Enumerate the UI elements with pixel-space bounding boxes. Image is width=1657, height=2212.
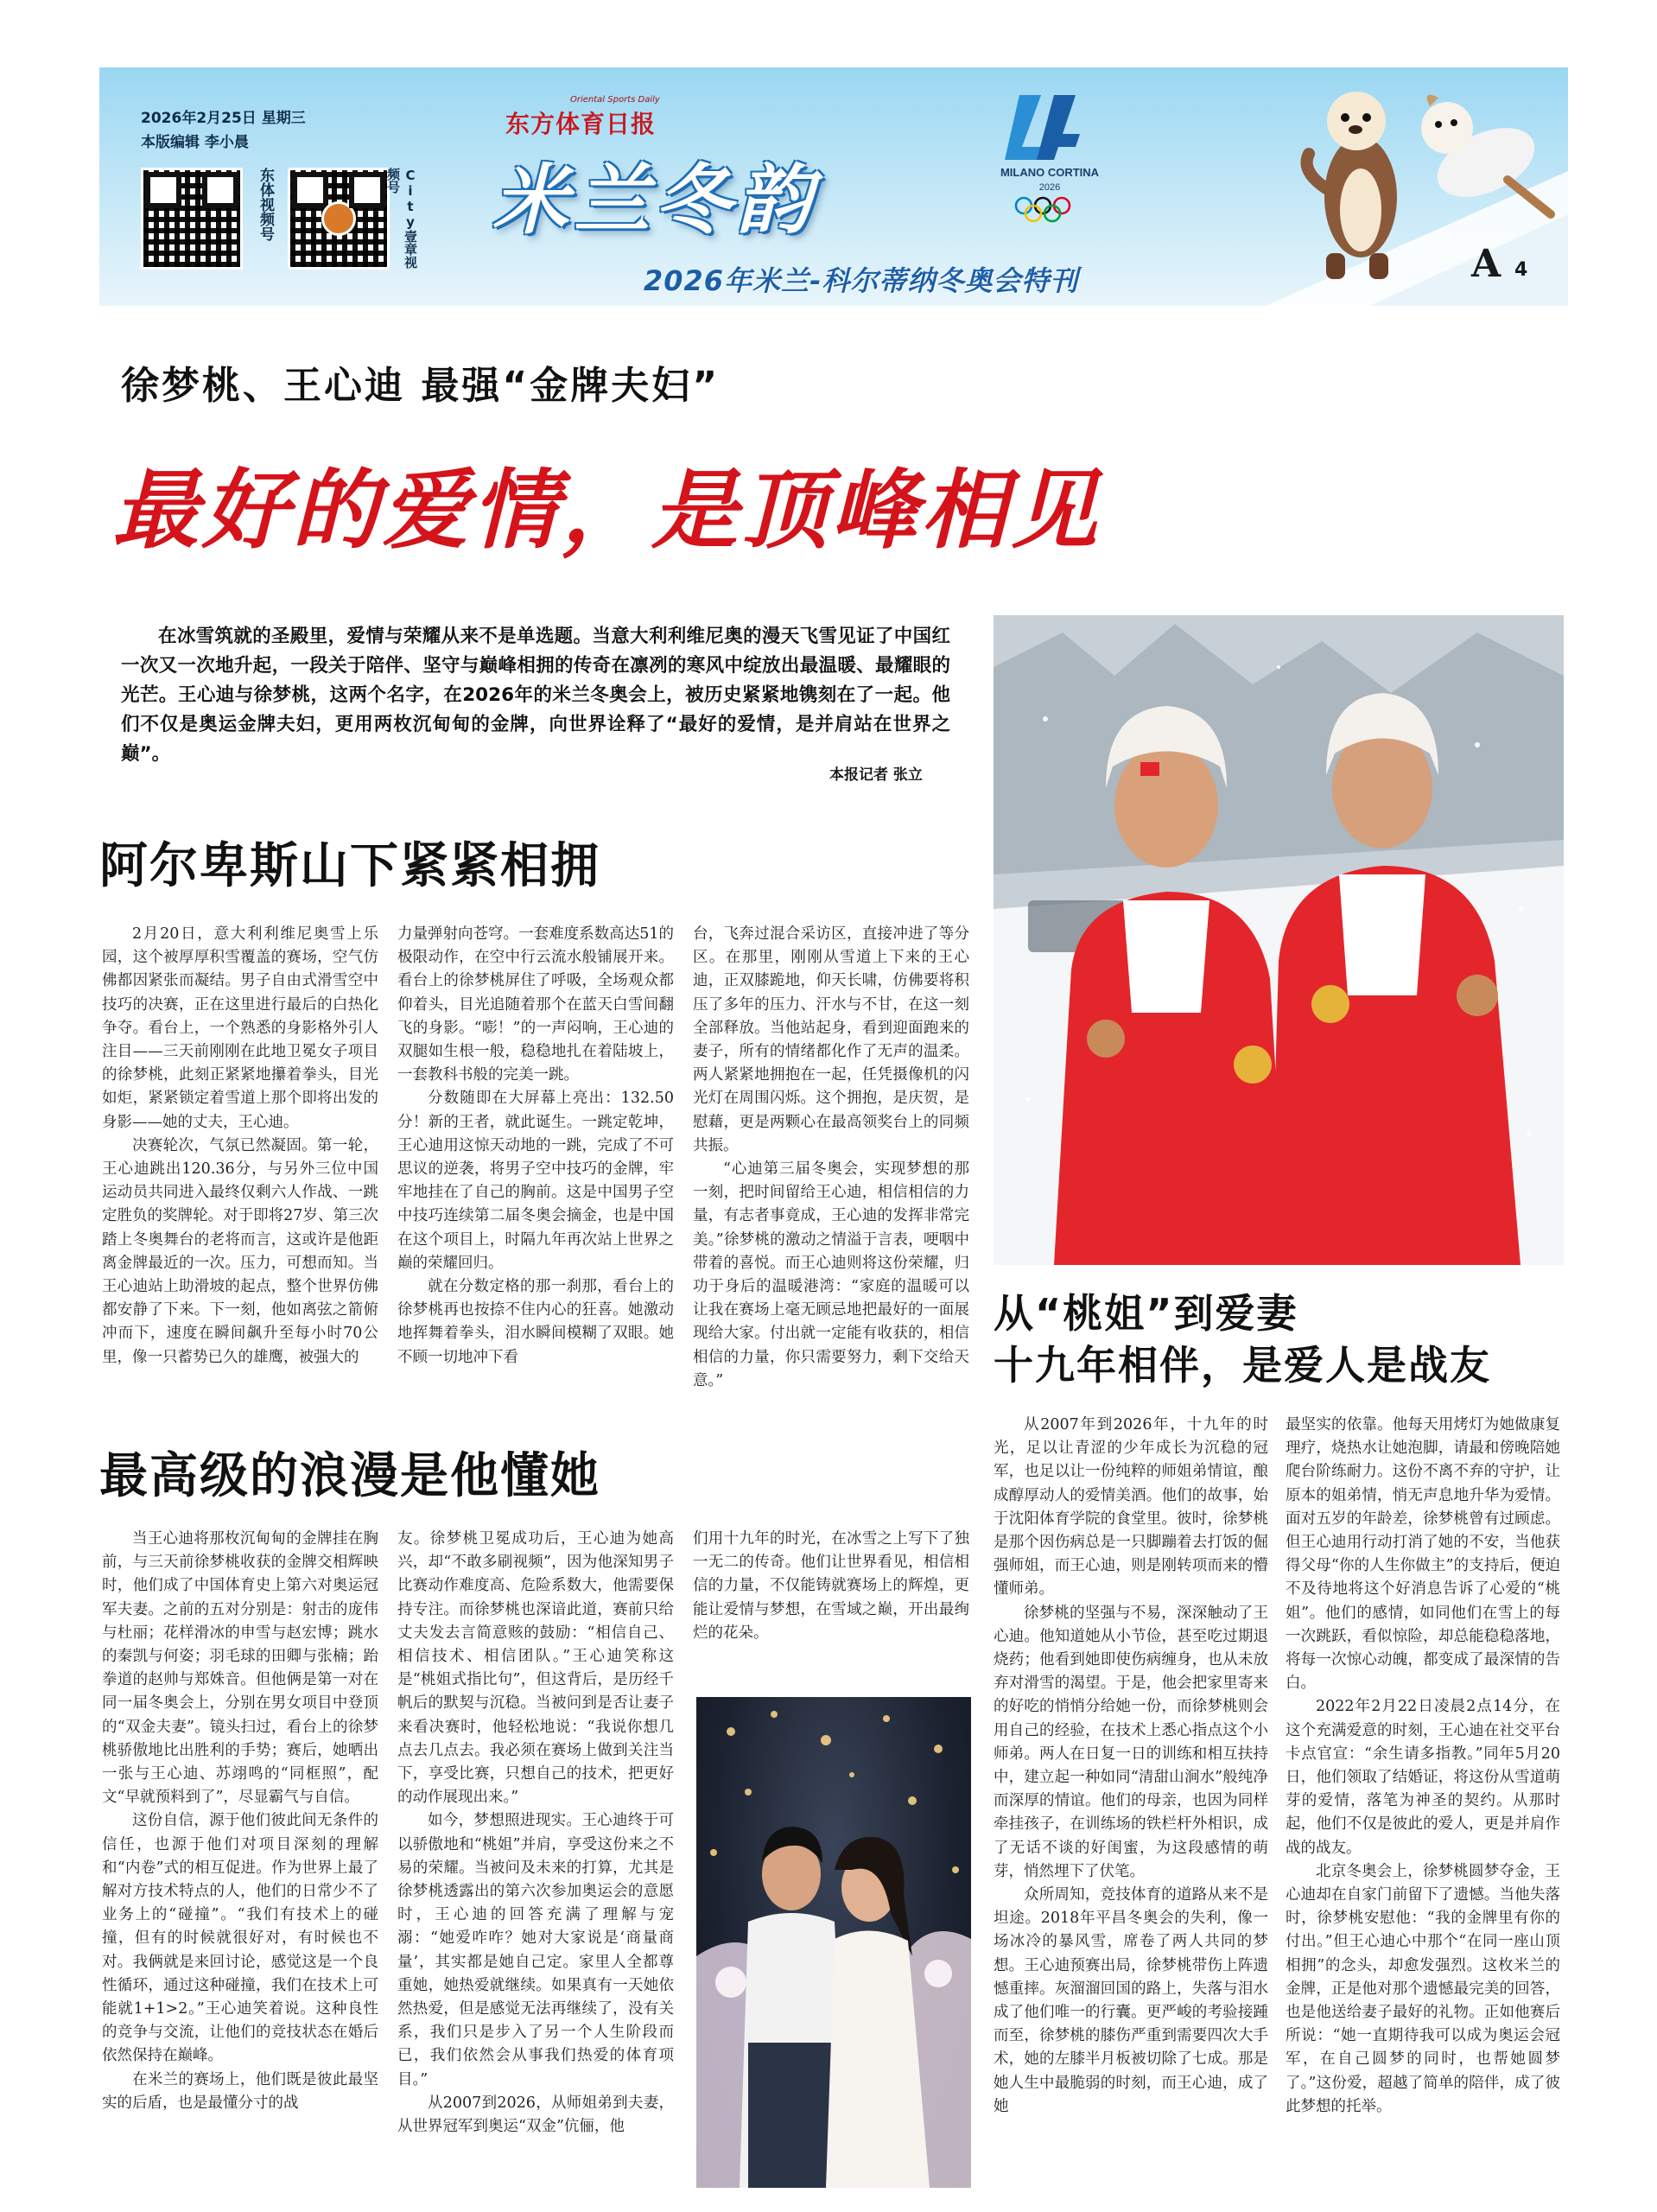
paragraph: 就在分数定格的那一刹那，看台上的徐梦桃再也按捺不住内心的狂喜。她激动地挥舞着拳头，泪水瞬间模糊了双眼。她不顾一切地冲下看	[397, 1278, 674, 1366]
page-editor: 本版编辑 李小晨	[141, 134, 249, 151]
paragraph: 北京冬奥会上，徐梦桃圆梦夺金，王心迪却在自家门前留下了遗憾。当他失落时，徐梦桃安慰他：“我的金牌里有你的付出。”但王心迪心中那个“在同一座山顶相拥”的念头，却愈发强烈。这枚米兰的金牌，正是他对那个遗憾最完美的回答，也是他送给妻子最好的礼物。正如他赛后所说：“她一直期待我可以成为奥运会冠军，在自己圆梦的同时，也帮她圆梦了。”这份爱，超越了简单的陪伴，成了彼此梦想的托举。	[1286, 1862, 1560, 2115]
paragraph: 2月20日，意大利利维尼奥雪上乐园，这个被厚厚积雪覆盖的赛场，空气仿佛都因紧张而凝结。男子自由式滑雪空中技巧的决赛，正在这里进行最后的白热化争夺。看台上，一个熟悉的身影格外引人注目——三天前刚刚在此地卫冕女子项目的徐梦桃，此刻正紧紧地攥着拳头，目光如炬，紧紧锁定着雪道上那个即将出发的身影——她的丈夫，王心迪。	[102, 925, 378, 1131]
section-heading-companionship	[994, 1287, 1546, 1391]
section2-column-1	[102, 1528, 378, 2184]
section3-column-2	[1286, 1414, 1560, 2184]
paragraph: 们用十九年的时光，在冰雪之上写下了独一无二的传奇。他们让世界看见，相信相信的力量，不仅能铸就赛场上的辉煌，更能让爱情与梦想，在雪域之巅，开出最绚烂的花朵。	[693, 1530, 969, 1642]
page-letter: A	[1471, 242, 1501, 286]
qr-code-video-channel[interactable]	[141, 168, 243, 270]
olympic-year: 2026	[1038, 182, 1061, 193]
paragraph: 决赛轮次，气氛已然凝固。第一轮，王心迪跳出120.36分，与另外三位中国运动员共同进入最终仅剩六人作战、一跳定胜负的奖牌轮。对于即将27岁、第三次踏上冬奥舞台的老将而言，这或许是他距离金牌最近的一次。压力，可想而知。当王心迪站上助滑坡的起点，整个世界仿佛都安静了下来。下一刻，他如离弦之箭俯冲而下，速度在瞬间飙升至每小时70公里，像一只蓄势已久的雄鹰，被强大的	[102, 1136, 378, 1366]
main-headline: 最好的爱情，是顶峰相见	[112, 460, 1101, 561]
paragraph: 这份自信，源于他们彼此间无条件的信任，也源于他们对项目深刻的理解和“内卷”式的相互促进。作为世界上最了解对方技术特点的人，他们的日常少不了业务上的“碰撞”。“我们有技术上的碰撞，但有的时候就很好对，有时候也不对。我俩就是来回讨论，感觉这是一个良性循环，通过这种碰撞，我们在技术上可能就1+1>2。”王心迪笑着说。这种良性的竞争与交流，让他们的竞技状态在婚后依然保持在巅峰。	[102, 1812, 378, 2065]
paragraph: 2022年2月22日凌晨2点14分，在这个充满爱意的时刻，王心迪在社交平台卡点官宣：“余生请多指教。”同年5月20日，他们领取了结婚证，将这份从雪道萌芽的爱情，落笔为神圣的契约。从那时起，他们不仅是彼此的爱人，更是并肩作战的战友。	[1286, 1698, 1560, 1857]
paragraph: 友。徐梦桃卫冕成功后，王心迪为她高兴，却“不敢多刷视频”，因为他深知男子比赛动作难度高、危险系数大，他需要保持专注。而徐梦桃也深谙此道，赛前只给丈夫发去言简意赅的鼓励：“相信自己、相信技术、相信团队。”王心迪笑称这是“桃姐式指比句”，但这背后，是历经千帆后的默契与沉稳。当被问到是否让妻子来看决赛时，他轻松地说：“我说你想几点去几点去。我必须在赛场上做到关注当下，享受比赛，只想自己的技术，把更好的动作展现出来。”	[397, 1530, 674, 1807]
olympic-logo-text: MILANO CORTINA	[1000, 166, 1100, 179]
section-heading-romance: 最高级的浪漫是他懂她	[99, 1448, 600, 1504]
paragraph: 台，飞奔过混合采访区，直接冲进了等分区。在那里，刚刚从雪道上下来的王心迪，正双膝跪地，仰天长啸，仿佛要将积压了多年的压力、汗水与不甘，在这一刻全部释放。当他站起身，看到迎面跑来的妻子，所有的情绪都化作了无声的温柔。两人紧紧地拥抱在一起，任凭摄像机的闪光灯在周围闪烁。这个拥抱，是庆贺，是慰藉，更是两颗心在最高领奖台上的同频共振。	[693, 925, 969, 1154]
proposal-couple-photo	[696, 1697, 971, 2188]
paragraph: 在米兰的赛场上，他们既是彼此最坚实的后盾，也是最懂分寸的战	[102, 2070, 378, 2112]
paragraph: 最坚实的依靠。他每天用烤灯为她做康复理疗，烧热水让她泡脚，请最和傍晚陪她爬台阶练耐力。这份不离不弃的守护，让原本的姐弟情，悄无声息地升华为爱情。面对五岁的年龄差，徐梦桃曾有过顾虑。但王心迪用行动打消了她的不安，当他获得父母“你的人生你做主”的支持后，便迫不及待地将这个好消息告诉了心爱的“桃姐”。他们的感情，如同他们在雪上的每一次跳跃，看似惊险，却总能稳稳落地，将每一次惊心动魄，都变成了最深情的告白。	[1286, 1416, 1560, 1693]
paragraph: 分数随即在大屏幕上亮出：132.50分！新的王者，就此诞生。一跳定乾坤，王心迪用这惊天动地的一跳，完成了不可思议的逆袭，将男子空中技巧的金牌，牢牢地挂在了自己的胸前。这是中国男子空中技巧连续第二届冬奥会摘金，也是中国在这个项目上，时隔九年再次站上世界之巅的荣耀回归。	[397, 1090, 674, 1272]
section1-column-3	[693, 923, 969, 1407]
qr-label-city-channel: City壹章视频号	[385, 168, 418, 269]
paragraph: 从2007年到2026年，十九年的时光，足以让青涩的少年成长为沉稳的冠军，也足以让一份纯粹的师姐弟情谊，酿成醇厚动人的爱情美酒。他们的故事，始于沈阳体育学院的食堂里。彼时，徐梦桃是那个因伤病总是一只脚蹦着去打饭的倔强师姐，而王心迪，则是刚转项而来的懵懂师弟。	[994, 1416, 1268, 1599]
lead-paragraph: 在冰雪筑就的圣殿里，爱情与荣耀从来不是单选题。当意大利利维尼奥的漫天飞雪见证了中国红一次又一次地升起，一段关于陪伴、坚守与巅峰相拥的传奇在凛冽的寒风中绽放出最温暖、最耀眼的光芒。王心迪与徐梦桃，这两个名字，在2026年的米兰冬奥会上，被历史紧紧地镌刻在了一起。他们不仅是奥运金牌夫妇，更用两枚沉甸甸的金牌，向世界诠释了“最好的爱情，是并肩站在世界之巅”。	[121, 626, 950, 765]
section3-heading-text: 从“桃姐”到爱妻 十九年相伴，是爱人是战友	[994, 1290, 1491, 1389]
headline-kicker: 徐梦桃、王心迪 最强“金牌夫妇”	[121, 364, 721, 408]
qr-code-city-channel[interactable]	[288, 168, 390, 270]
brand-english-name: Oriental Sports Daily	[570, 95, 660, 105]
section3-column-1	[994, 1414, 1268, 2184]
paragraph: 众所周知，竞技体育的道路从来不是坦途。2018年平昌冬奥会的失利，像一场冰冷的暴风雪，席卷了两人共同的梦想。王心迪预赛出局，徐梦桃带伤上阵遗憾重摔。灰溜溜回国的路上，失落与泪水成了他们唯一的行囊。更严峻的考验接踵而至，徐梦桃的膝伤严重到需要四次大手术，她的左膝半月板被切除了七成。那是她人生中最脆弱的时刻，而王心迪，成了她	[994, 1886, 1268, 2115]
paragraph: 从2007到2026，从师姐弟到夫妻，从世界冠军到奥运“双金”伉俪，他	[397, 2094, 674, 2136]
qr-label-video-channel: 东体视频号	[257, 168, 274, 241]
paragraph: 如今，梦想照进现实。王心迪终于可以骄傲地和“桃姐”并肩，享受这份来之不易的荣耀。当被问及未来的打算，尤其是徐梦桃透露出的第六次参加奥运会的意愿时，王心迪的回答充满了理解与宠溺：“她爱咋咋？她对大家说是‘商量商量’，其实都是她自己定。家里人全都尊重她，她热爱就继续。如果真有一天她依然热爱，但是感觉无法再继续了，没有关系，我们只是步入了另一个人生阶段而已，我们依然会从事我们热爱的体育项目。”	[397, 1812, 674, 2088]
paragraph: “心迪第三届冬奥会，实现梦想的那一刻，把时间留给王心迪，相信相信的力量，有志者事竟成，王心迪的发挥非常完美。”徐梦桃的激动之情溢于言表，哽咽中带着的喜悦。而王心迪则将这份荣耀，归功于身后的温暖港湾：“家庭的温暖可以让我在赛场上毫无顾忌地把最好的一面展现给大家。付出就一定能有收获的，相信相信的力量，你只需要努力，剩下交给天意。”	[693, 1160, 969, 1389]
olympic-emblem-icon	[989, 86, 1110, 225]
page-number: 4	[1514, 259, 1528, 281]
masthead-banner	[99, 67, 1568, 306]
paragraph: 当王心迪将那枚沉甸甸的金牌挂在胸前，与三天前徐梦桃收获的金牌交相辉映时，他们成了中国体育史上第六对奥运冠军夫妻。之前的五对分别是：射击的庞伟与杜丽；花样滑冰的申雪与赵宏博；跳水的秦凯与何姿；羽毛球的田卿与张楠；跆拳道的赵帅与郑姝音。但他俩是第一对在同一届冬奥会上，分别在男女项目中登顶的“双金夫妻”。镜头扫过，看台上的徐梦桃骄傲地比出胜利的手势；赛后，她晒出一张与王心迪、苏翊鸣的“同框照”，配文“早就预料到了”，尽显霸气与自信。	[102, 1530, 378, 1807]
special-section-title: 米兰冬韵	[492, 156, 818, 245]
paragraph: 力量弹射向苍穹。一套难度系数高达51的极限动作，在空中行云流水般铺展开来。看台上的徐梦桃屏住了呼吸，全场观众都仰着头，目光追随着那个在蓝天白雪间翻飞的身影。“嘭！”的一声闷响，王心迪的双腿如生根一般，稳稳地扎在着陆坡上，一套教科书般的完美一跳。	[397, 925, 674, 1084]
section-heading-alps: 阿尔卑斯山下紧紧相拥	[99, 838, 600, 894]
issue-date: 2026年2月25日 星期三	[141, 110, 306, 127]
section1-column-2	[397, 923, 674, 1407]
paragraph: 徐梦桃的坚强与不易，深深触动了王心迪。他知道她从小节俭，甚至吃过期退烧药；他看到她即使伤病缠身，也从未放弃对滑雪的渴望。于是，他会把家里寄来的好吃的悄悄分给她一份，而徐梦桃则会用自己的经验，在技术上悉心指点这个小师弟。两人在日复一日的训练和相互扶持中，建立起一种如同“清甜山涧水”般纯净而深厚的情谊。他们的母亲，也因为同样牵挂孩子，在训练场的铁栏杆外相识，成了无话不谈的好闺蜜，为这段感情的萌芽，悄然埋下了伏笔。	[994, 1604, 1268, 1880]
byline: 本报记者 张立	[829, 766, 923, 784]
section2-column-3	[693, 1528, 969, 1675]
newspaper-brand: 东方体育日报	[505, 110, 657, 138]
section2-column-2	[397, 1528, 674, 2184]
medal-couple-photo	[994, 615, 1564, 1265]
special-section-subtitle: 2026年米兰-科尔蒂纳冬奥会特刊	[644, 264, 1079, 297]
section1-column-1	[102, 923, 378, 1407]
